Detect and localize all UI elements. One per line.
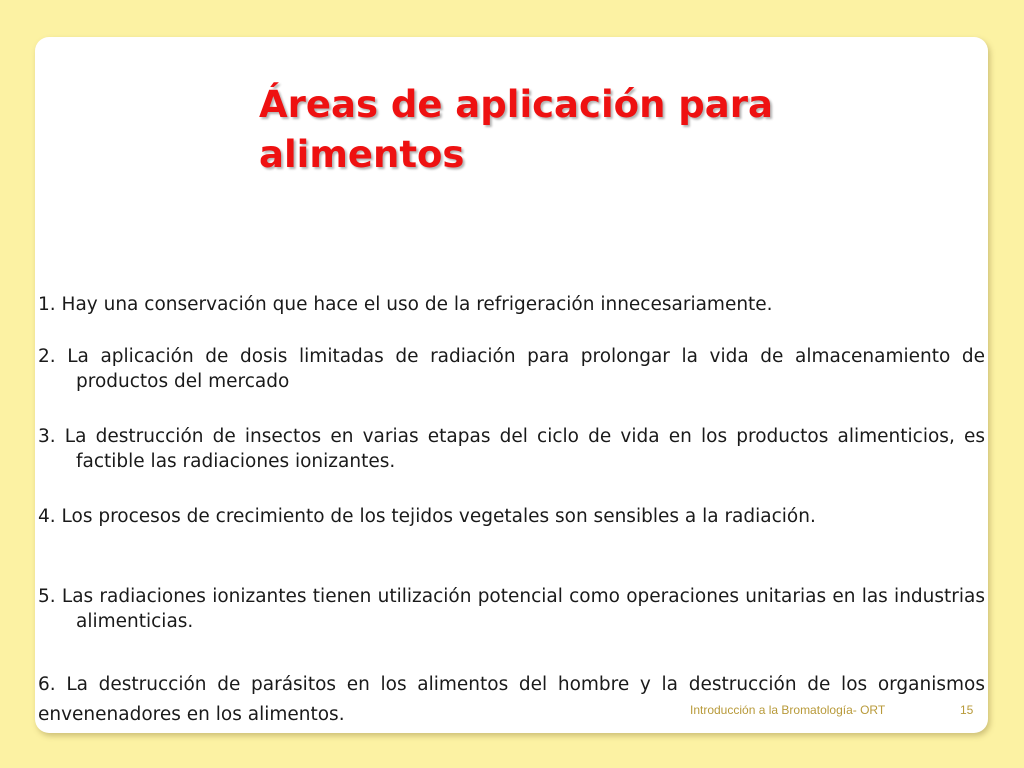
list-item: 6. La destrucción de parásitos en los alimentos del hombre y la destrucción de los organismos envenenadores en los alimentos. xyxy=(38,674,985,725)
slide-title: Áreas de aplicación para alimentos xyxy=(259,83,773,176)
list-item: 1. Hay una conservación que hace el uso de la refrigeración innecesariamente. xyxy=(38,294,773,315)
footer-text: Introducción a la Bromatología- ORT xyxy=(690,703,886,717)
list-item: 2. La aplicación de dosis limitadas de radiación para prolongar la vida de almacenamiento de productos del mercado xyxy=(38,346,985,392)
list-item: 4. Los procesos de crecimiento de los tejidos vegetales son sensibles a la radiación. xyxy=(38,506,816,527)
page-number: 15 xyxy=(960,703,974,717)
list-item: 5. Las radiaciones ionizantes tienen utilización potencial como operaciones unitarias en las industrias alimenticias. xyxy=(38,586,985,632)
list-item: 3. La destrucción de insectos en varias etapas del ciclo de vida en los productos alimenticios, es factible las radiaciones ionizantes. xyxy=(38,426,985,472)
